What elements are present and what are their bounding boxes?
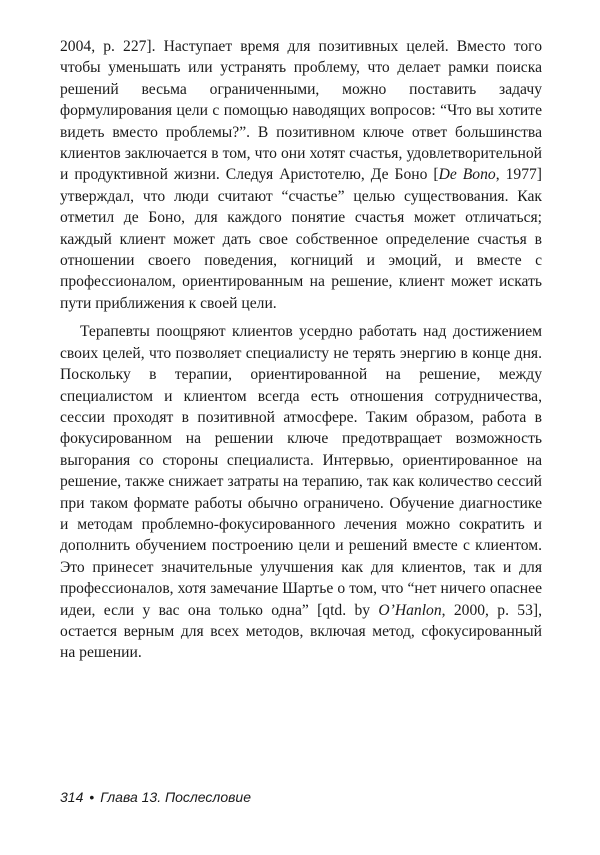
chapter-title: Глава 13. Послесловие — [100, 789, 251, 805]
text-run: , 2000, p. 53], остается верным для всех методов, включая метод, сфокусированный на решении. — [60, 601, 542, 662]
text-run: Терапевты поощряют клиентов усердно работать над достижением своих целей, что позволяет специалисту не терять энергию в конце дня. Поскольку в терапии, ориентированной на решение, между специалистом и клиентом всегда есть отношения сотрудничества, сессии проходят в позитивной атмосфере. Таким образом, работа в фокусированном на решении ключе предотвращает возможность выгорания со стороны специалиста. Интервью, ориентированное на решение, также снижает затраты на терапию, так как количество сессий при таком формате работы обычно ограничено. Обучение диагностике и методам проблемно-фокусированного лечения можно сократить и дополнить обучением построению цели и решений вместе с клиентом. Это принесет значительные улучшения как для клиентов, так и для профессионалов, хотя замечание Шартье о том, что “нет ничего опаснее идеи, если у вас она только одна” [qtd. by — [60, 323, 542, 619]
page-body — [60, 36, 542, 664]
paragraph-2 — [60, 321, 542, 664]
citation-author: De Bono — [438, 166, 496, 184]
footer-bullet: • — [89, 789, 95, 805]
page-number: 314 — [60, 789, 84, 805]
text-run: , 1977] утверждал, что люди считают “счастье” целью существования. Как отметил де Боно, для каждого понятие счастья может отличаться; каждый клиент может дать свое собственное определение счастья в отношении своего поведения, когниций и эмоций, и вместе с профессионалом, ориентированным на решение, клиент может искать пути приближения к своей цели. — [60, 166, 542, 312]
citation-author: O’Hanlon — [378, 601, 442, 619]
paragraph-1 — [60, 36, 542, 314]
running-footer — [60, 789, 251, 805]
text-run: 2004, р. 227]. Наступает время для позитивных целей. Вместо того чтобы уменьшать или устранять проблему, что делает рамки поиска решений весьма ограниченными, можно поставить задачу формулирования цели с помощью наводящих вопросов: “Что вы хотите видеть вместо проблемы?”. В позитивном ключе ответ большинства клиентов заключается в том, что они хотят счастья, удовлетворительной и продуктивной жизни. Следуя Аристотелю, Де Боно [ — [60, 38, 542, 184]
